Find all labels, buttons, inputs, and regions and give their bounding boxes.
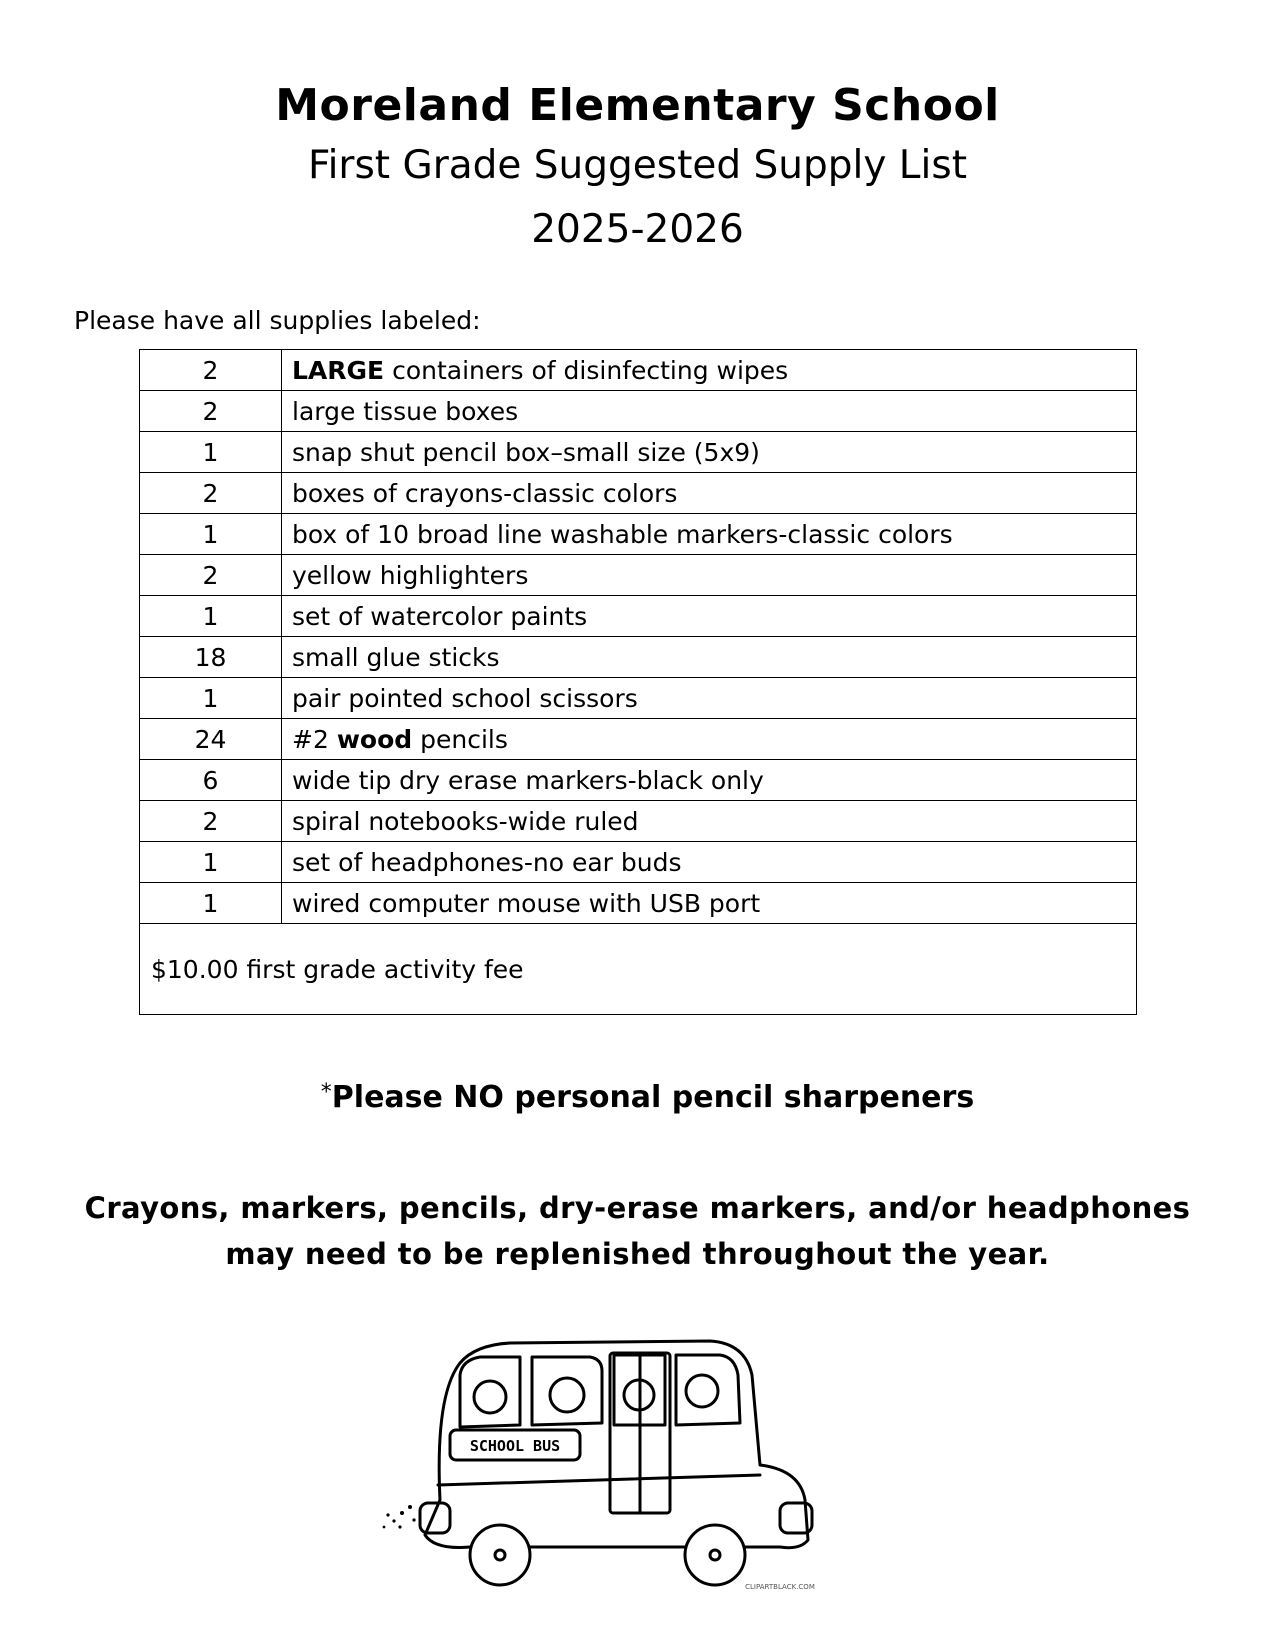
quantity-cell: 24 [140, 719, 282, 760]
table-row [140, 555, 1137, 596]
item-text: set of headphones-no ear buds [292, 847, 682, 877]
item-cell [282, 637, 1137, 678]
item-cell [282, 350, 1137, 391]
quantity-cell: 2 [140, 391, 282, 432]
activity-fee: $10.00 first grade activity fee [140, 924, 1137, 1015]
quantity-cell: 1 [140, 514, 282, 555]
table-row [140, 473, 1137, 514]
table-row [140, 432, 1137, 473]
school-title: Moreland Elementary School [275, 80, 1000, 131]
item-text: spiral notebooks-wide ruled [292, 806, 639, 836]
item-text: snap shut pencil box–small size (5x9) [292, 437, 760, 467]
quantity-cell: 2 [140, 801, 282, 842]
clipart-credit: CLIPARTBLACK.COM [745, 1583, 815, 1590]
table-row [140, 883, 1137, 924]
item-cell [282, 760, 1137, 801]
item-text: wired computer mouse with USB port [292, 888, 761, 918]
item-cell [282, 719, 1137, 760]
sharpener-note [0, 1080, 1275, 1115]
item-emphasis: wood [336, 724, 413, 754]
item-cell [282, 555, 1137, 596]
table-row [140, 596, 1137, 637]
item-text: small glue sticks [292, 642, 500, 672]
item-emphasis: LARGE [292, 355, 385, 385]
school-year: 2025-2026 [531, 207, 744, 252]
table-row [140, 391, 1137, 432]
item-text: containers of disinfecting wipes [384, 355, 789, 385]
item-cell [282, 678, 1137, 719]
quantity-cell: 2 [140, 555, 282, 596]
table-row [140, 842, 1137, 883]
table-row [140, 719, 1137, 760]
intro-text: Please have all supplies labeled: [74, 306, 481, 335]
asterisk: * [320, 1080, 332, 1105]
item-text: large tissue boxes [292, 396, 519, 426]
exhaust-dots [383, 1505, 416, 1529]
item-text: boxes of crayons-classic colors [292, 478, 678, 508]
item-text: wide tip dry erase markers-black only [292, 765, 764, 795]
quantity-cell: 1 [140, 678, 282, 719]
quantity-cell: 18 [140, 637, 282, 678]
item-text: pair pointed school scissors [292, 683, 638, 713]
item-cell [282, 514, 1137, 555]
fee-row [140, 924, 1137, 1015]
bus-sign: SCHOOL BUS [469, 1437, 561, 1455]
table-row [140, 350, 1137, 391]
item-cell [282, 842, 1137, 883]
supply-table [139, 349, 1137, 1015]
table-row [140, 801, 1137, 842]
quantity-cell: 6 [140, 760, 282, 801]
item-cell [282, 432, 1137, 473]
item-cell [282, 473, 1137, 514]
quantity-cell: 1 [140, 596, 282, 637]
quantity-cell: 1 [140, 842, 282, 883]
item-cell [282, 391, 1137, 432]
quantity-cell: 2 [140, 473, 282, 514]
item-text: pencils [412, 724, 508, 754]
quantity-cell: 1 [140, 883, 282, 924]
school-bus-illustration [380, 1335, 860, 1590]
quantity-cell: 2 [140, 350, 282, 391]
replenish-line-1: Crayons, markers, pencils, dry-erase markers, and/or headphones [84, 1191, 1191, 1225]
item-cell [282, 801, 1137, 842]
sharpener-note-text: Please NO personal pencil sharpeners [331, 1080, 975, 1115]
list-title: First Grade Suggested Supply List [308, 143, 967, 188]
table-row [140, 760, 1137, 801]
replenish-line-2: may need to be replenished throughout the year. [225, 1237, 1050, 1271]
item-cell [282, 883, 1137, 924]
quantity-cell: 1 [140, 432, 282, 473]
item-text: yellow highlighters [292, 560, 529, 590]
replenish-note [0, 1185, 1275, 1277]
table-row [140, 637, 1137, 678]
item-cell [282, 596, 1137, 637]
item-text: set of watercolor paints [292, 601, 588, 631]
item-prefix: #2 [292, 724, 337, 754]
table-row [140, 678, 1137, 719]
table-row [140, 514, 1137, 555]
item-text: box of 10 broad line washable markers-classic colors [292, 519, 953, 549]
